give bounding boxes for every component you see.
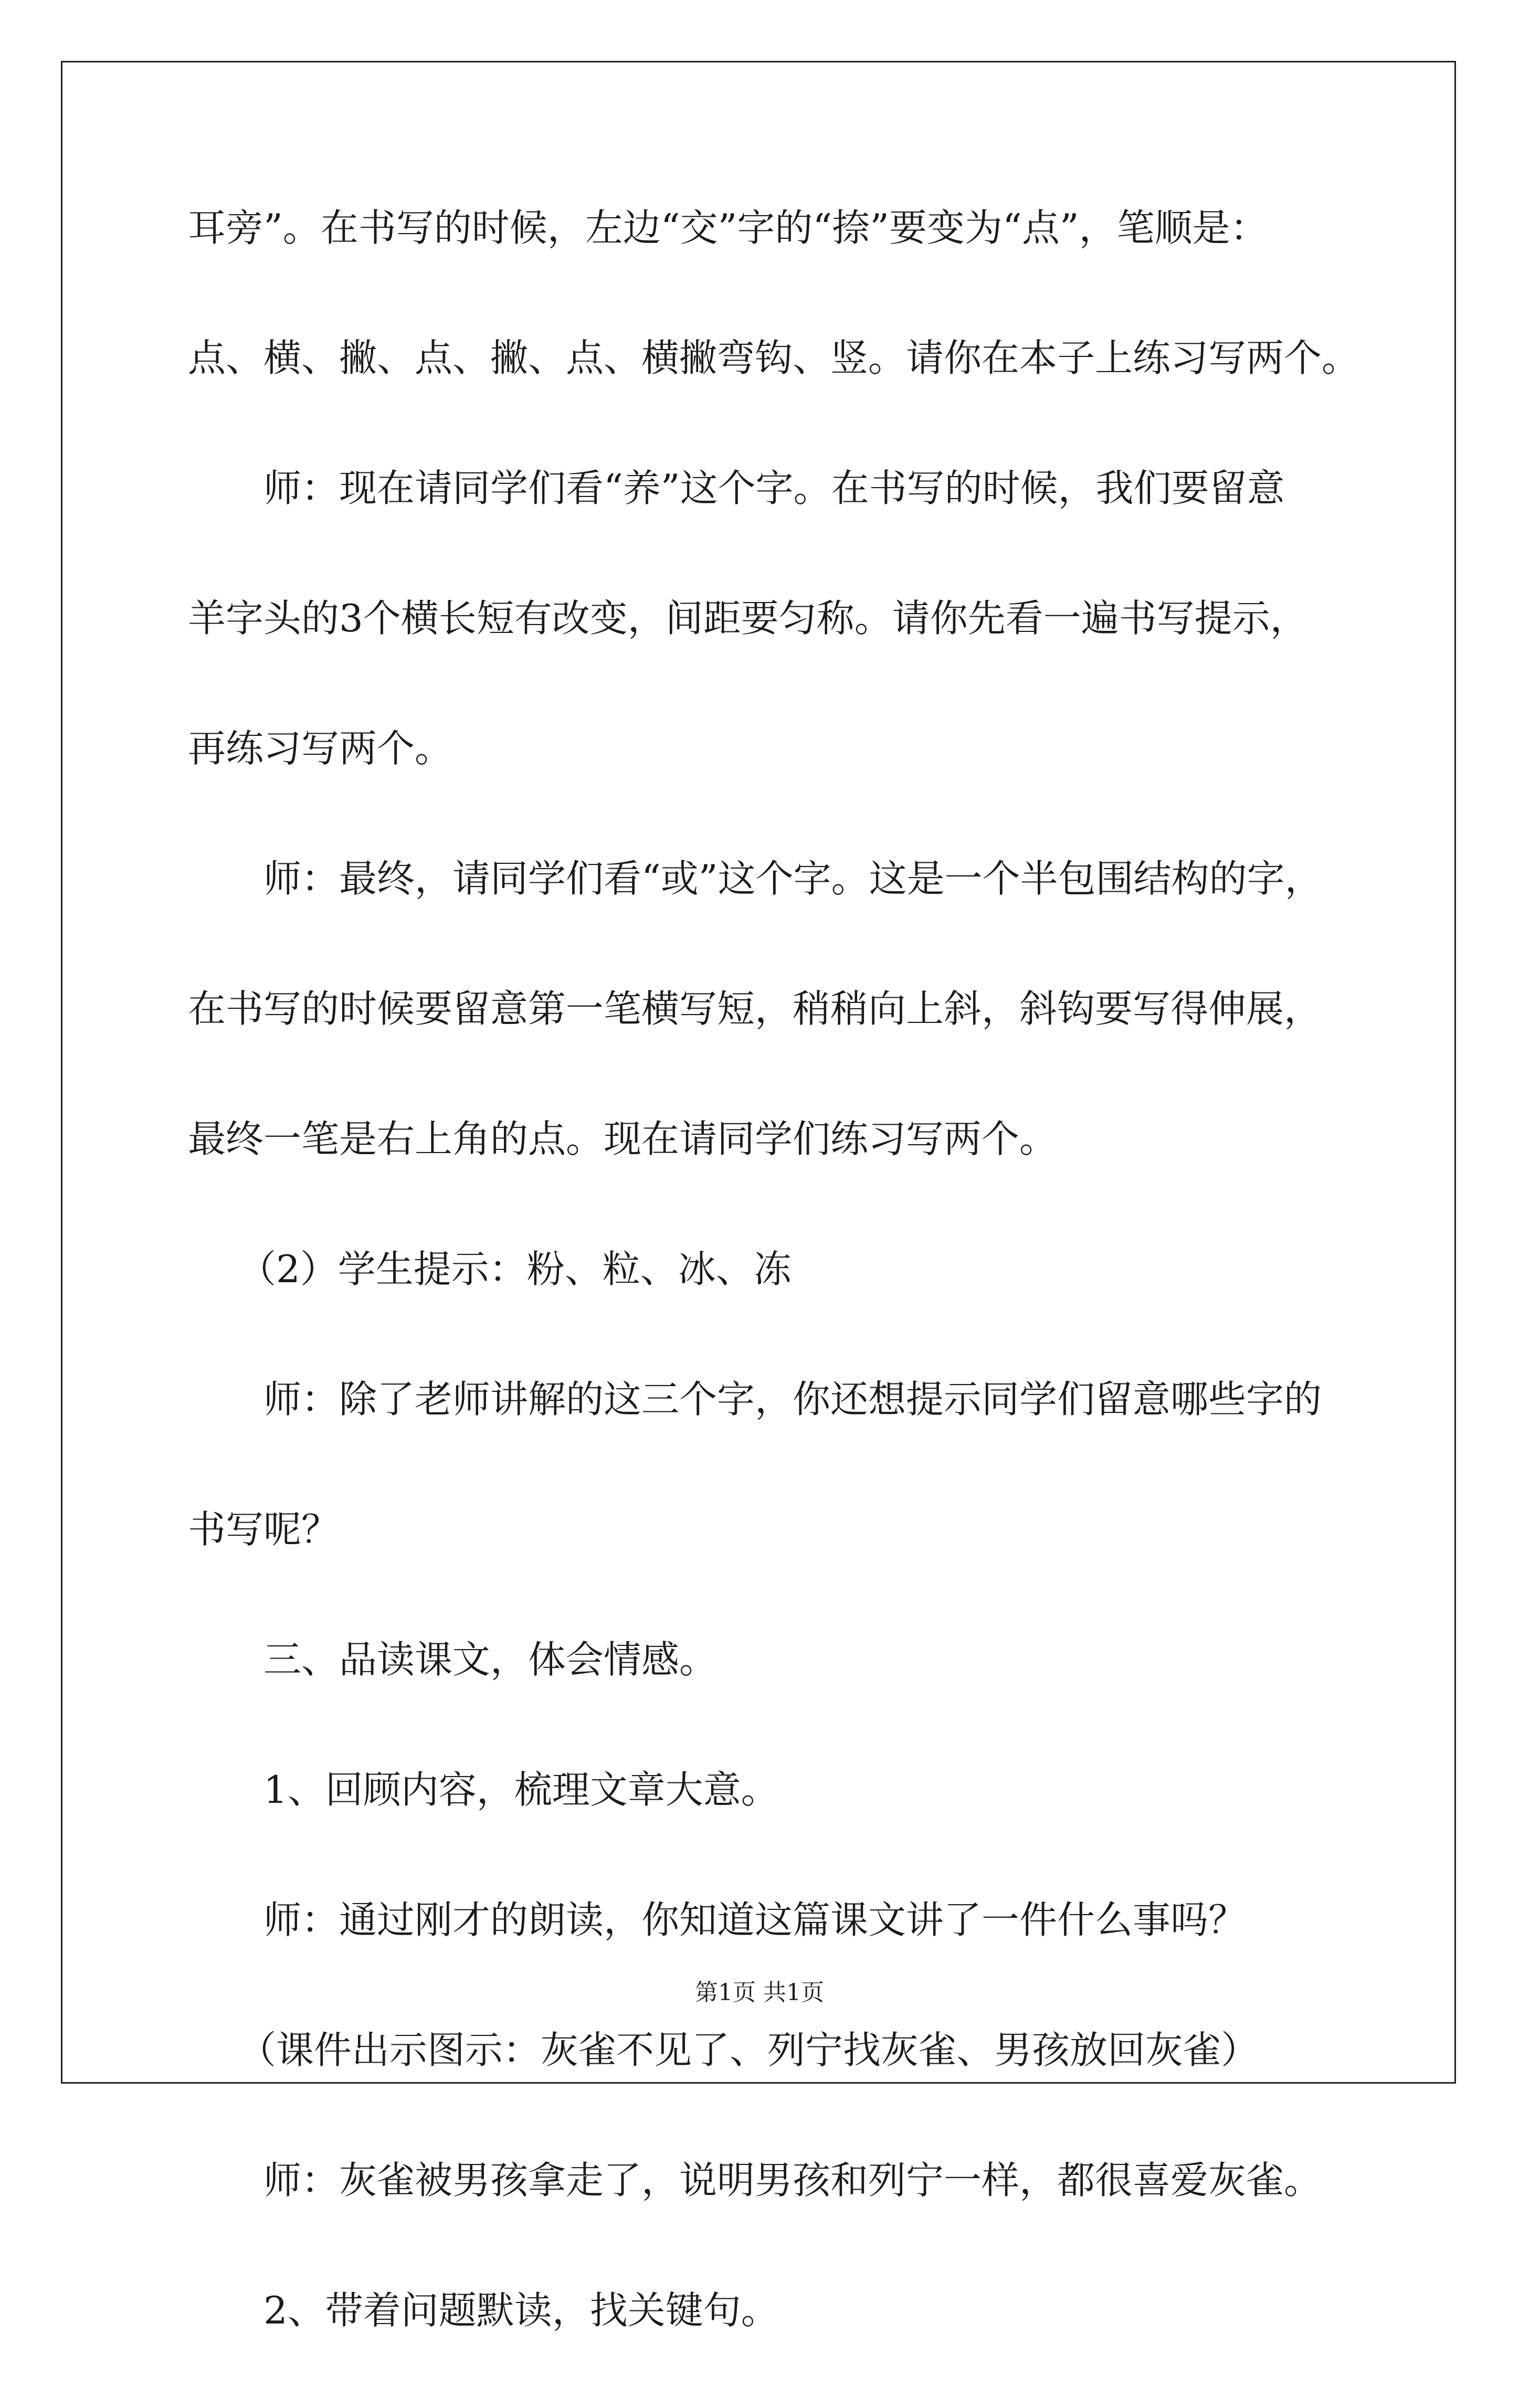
subsection-heading: 1、回顾内容，梳理文章大意。 (263, 1768, 779, 1812)
text-line: （2）学生提示：粉、粒、冰、冻 (238, 1247, 792, 1291)
text-line: 点、横、撇、点、撇、点、横撇弯钩、竖。请你在本子上练习写两个。 (188, 336, 1360, 380)
text-line: 羊字头的3个横长短有改变，间距要匀称。请你先看一遍书写提示， (188, 596, 1308, 640)
text-line: 耳旁”。在书写的时候，左边“交”字的“捺”要变为“点”，笔顺是： (188, 206, 1268, 250)
text-line: 师：除了老师讲解的这三个字，你还想提示同学们留意哪些字的 (263, 1377, 1322, 1421)
text-line: 再练习写两个。 (188, 726, 453, 770)
text-line: 师：通过刚才的朗读，你知道这篇课文讲了一件什么事吗？ (263, 1898, 1247, 1942)
subsection-heading: 2、带着问题默读，找关键句。 (263, 2288, 779, 2332)
text-line: （课件出示图示：灰雀不见了、列宁找灰雀、男孩放回灰雀） (238, 2028, 1259, 2072)
page-footer: 第1页 共1页 (695, 1979, 824, 2006)
text-line: 在书写的时候要留意第一笔横写短，稍稍向上斜，斜钩要写得伸展， (188, 987, 1322, 1031)
text-line: 师：灰雀被男孩拿走了，说明男孩和列宁一样，都很喜爱灰雀。 (263, 2158, 1322, 2202)
text-line: 师：最终，请同学们看“或”这个字。这是一个半包围结构的字， (263, 857, 1323, 901)
document-body (188, 195, 1364, 2408)
text-line: 师：现在请同学们看“养”这个字。在书写的时候，我们要留意 (263, 466, 1285, 510)
text-line: 最终一笔是右上角的点。现在请同学们练习写两个。 (188, 1117, 1058, 1161)
text-line: 书写呢？ (188, 1507, 340, 1551)
section-heading: 三、品读课文，体会情感。 (263, 1638, 718, 1682)
